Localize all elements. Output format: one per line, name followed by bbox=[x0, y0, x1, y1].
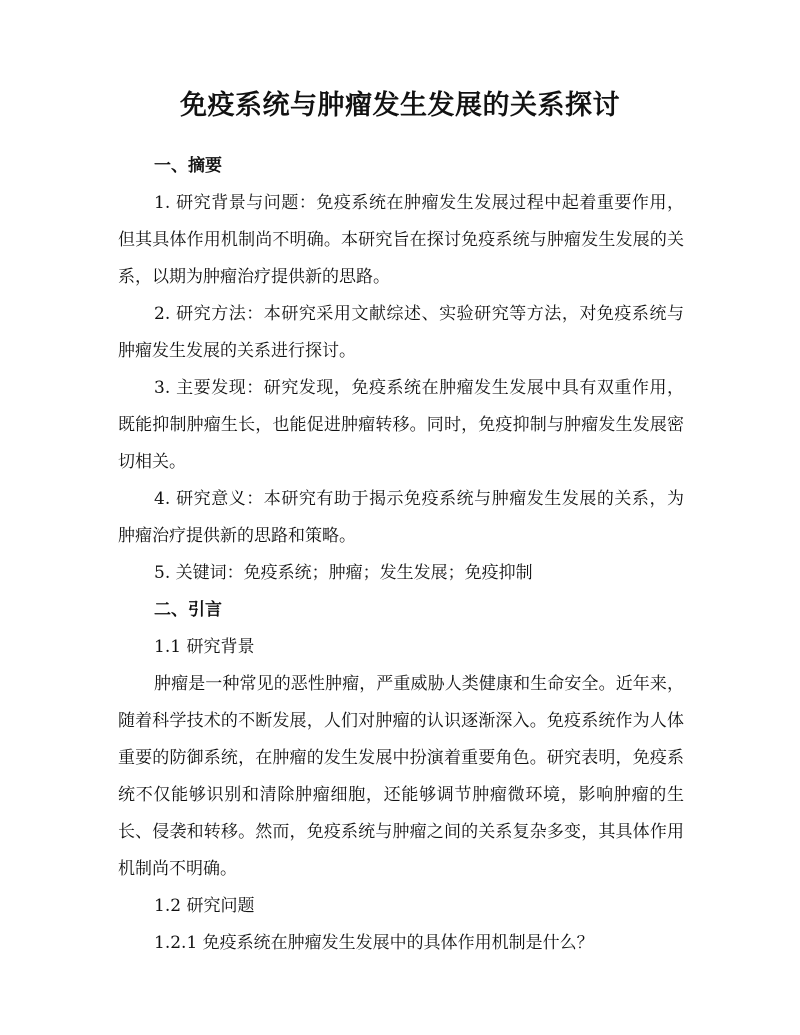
introduction-paragraph: 肿瘤是一种常见的恶性肿瘤，严重威胁人类健康和生命安全。近年来，随着科学技术的不断发展，人们对肿瘤的认识逐渐深入。免疫系统作为人体重要的防御系统，在肿瘤的发生发展中扮演着重要角色。研究表明，免疫系统不仅能够识别和清除肿瘤细胞，还能够调节肿瘤微环境，影响肿瘤的生长、侵袭和转移。然而，免疫系统与肿瘤之间的关系复杂多变，其具体作用机制尚不明确。 bbox=[118, 674, 684, 879]
abstract-item-findings: 3. 主要发现：研究发现，免疫系统在肿瘤发生发展中具有双重作用，既能抑制肿瘤生长，也能促进肿瘤转移。同时，免疫抑制与肿瘤发生发展密切相关。 bbox=[118, 378, 684, 472]
abstract-item-keywords: 5. 关键词：免疫系统；肿瘤；发生发展；免疫抑制 bbox=[154, 563, 533, 583]
document-title: 免疫系统与肿瘤发生发展的关系探讨 bbox=[180, 90, 620, 121]
document-body bbox=[118, 148, 684, 962]
subsection-heading-question-1: 1.2.1 免疫系统在肿瘤发生发展中的具体作用机制是什么？ bbox=[154, 933, 594, 953]
abstract-item-methods: 2. 研究方法：本研究采用文献综述、实验研究等方法，对免疫系统与肿瘤发生发展的关系进行探讨。 bbox=[118, 304, 684, 361]
abstract-item-background: 1. 研究背景与问题：免疫系统在肿瘤发生发展过程中起着重要作用，但其具体作用机制尚不明确。本研究旨在探讨免疫系统与肿瘤发生发展的关系，以期为肿瘤治疗提供新的思路。 bbox=[118, 193, 684, 287]
abstract-item-significance: 4. 研究意义：本研究有助于揭示免疫系统与肿瘤发生发展的关系，为肿瘤治疗提供新的思路和策略。 bbox=[118, 489, 684, 546]
section-heading-abstract: 一、摘要 bbox=[154, 156, 222, 176]
subsection-heading-background: 1.1 研究背景 bbox=[154, 637, 255, 657]
section-heading-introduction: 二、引言 bbox=[154, 600, 222, 620]
subsection-heading-questions: 1.2 研究问题 bbox=[154, 896, 255, 916]
